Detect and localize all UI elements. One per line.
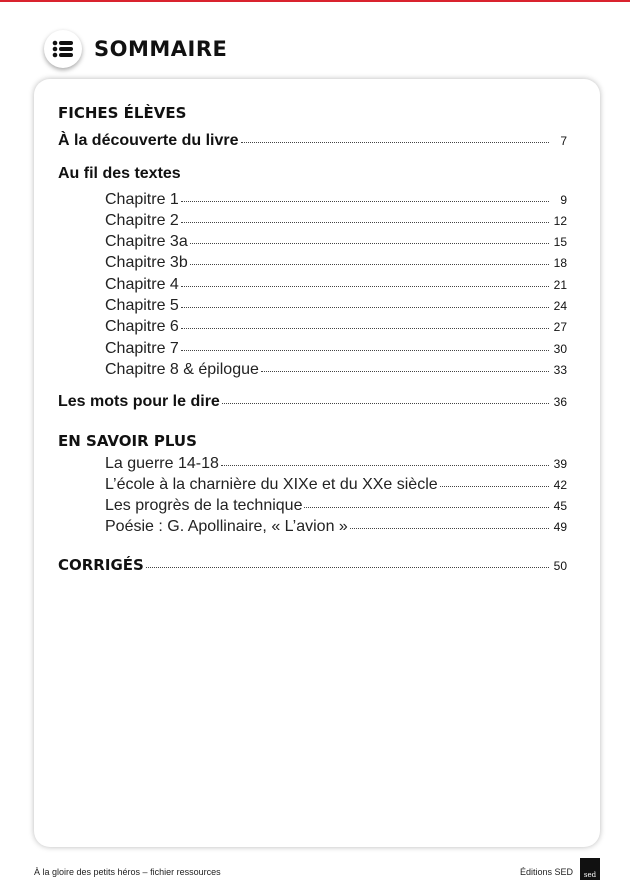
- toc-page: 24: [553, 299, 567, 313]
- toc-page: 15: [553, 235, 567, 249]
- dot-leader: [181, 307, 549, 308]
- toc-entry-chapitre-3a[interactable]: [105, 233, 567, 251]
- dot-leader: [181, 350, 549, 351]
- toc-entry-guerre[interactable]: [105, 455, 567, 473]
- toc-label: Chapitre 4: [105, 276, 179, 293]
- toc-page: 18: [553, 256, 567, 270]
- header: [44, 30, 227, 68]
- toc-page: 9: [560, 193, 567, 207]
- dot-leader: [241, 142, 549, 143]
- toc-label: Poésie : G. Apollinaire, « L’avion »: [105, 518, 348, 535]
- toc-label: À la découverte du livre: [58, 132, 239, 149]
- toc-page: 49: [553, 520, 567, 534]
- toc-entry-chapitre-5[interactable]: [105, 297, 567, 315]
- toc-entry-decouverte[interactable]: [58, 132, 567, 150]
- dot-leader: [181, 286, 549, 287]
- page-title: SOMMAIRE: [94, 37, 228, 61]
- toc-label: L’école à la charnière du XIXe et du XXe siècle: [105, 476, 438, 493]
- dot-leader: [304, 507, 549, 508]
- toc-label: Les progrès de la technique: [105, 497, 303, 514]
- toc-label: Chapitre 8 & épilogue: [105, 361, 259, 378]
- dot-leader: [221, 465, 549, 466]
- dot-leader: [222, 403, 549, 404]
- toc-entry-chapitre-2[interactable]: [105, 212, 567, 230]
- toc-entry-chapitre-1[interactable]: [105, 191, 567, 209]
- toc-label: Chapitre 2: [105, 212, 179, 229]
- dot-leader: [350, 528, 549, 529]
- toc-label: CORRIGÉS: [58, 556, 144, 574]
- dot-leader: [146, 567, 549, 568]
- toc-page: 45: [553, 499, 567, 513]
- dot-leader: [190, 264, 549, 265]
- section-title-fiches: FICHES ÉLÈVES: [58, 104, 187, 122]
- toc-page: 30: [553, 342, 567, 356]
- toc-label: Chapitre 6: [105, 318, 179, 335]
- toc-entry-progres[interactable]: [105, 497, 567, 515]
- dot-leader: [181, 328, 549, 329]
- toc-page: 39: [553, 457, 567, 471]
- toc-label: Les mots pour le dire: [58, 393, 220, 410]
- publisher-logo-text: sed: [583, 871, 597, 879]
- subsection-label: Au fil des textes: [58, 165, 181, 182]
- toc-entry-chapitre-3b[interactable]: [105, 254, 567, 272]
- toc-page: 36: [553, 395, 567, 409]
- toc-page: 50: [553, 559, 567, 573]
- toc-page: 12: [553, 214, 567, 228]
- toc-entry-corriges[interactable]: [58, 556, 567, 574]
- dot-leader: [190, 243, 549, 244]
- toc-label: Chapitre 3a: [105, 233, 188, 250]
- footer-publisher: Éditions SED: [520, 867, 574, 877]
- toc-entry-chapitre-8[interactable]: [105, 361, 567, 379]
- dot-leader: [261, 371, 549, 372]
- toc-page: 7: [560, 134, 567, 148]
- toc-label: La guerre 14-18: [105, 455, 219, 472]
- toc-page: 42: [553, 478, 567, 492]
- top-rule: [0, 0, 630, 2]
- footer-book-title: À la gloire des petits héros – fichier ressources: [34, 867, 221, 877]
- toc-label: Chapitre 3b: [105, 254, 188, 271]
- toc-entry-poesie[interactable]: [105, 518, 567, 536]
- toc-entry-chapitre-4[interactable]: [105, 276, 567, 294]
- toc-page: 21: [553, 278, 567, 292]
- list-icon[interactable]: [44, 30, 82, 68]
- toc-page: 27: [553, 320, 567, 334]
- toc-entry-mots[interactable]: [58, 393, 567, 411]
- toc-entry-ecole[interactable]: [105, 476, 567, 494]
- section-title-savoir: EN SAVOIR PLUS: [58, 432, 197, 450]
- toc-label: Chapitre 5: [105, 297, 179, 314]
- toc-label: Chapitre 1: [105, 191, 179, 208]
- dot-leader: [181, 222, 549, 223]
- dot-leader: [440, 486, 549, 487]
- toc-entry-chapitre-6[interactable]: [105, 318, 567, 336]
- toc-label: Chapitre 7: [105, 340, 179, 357]
- dot-leader: [181, 201, 549, 202]
- subsection-title-fil: [58, 165, 567, 183]
- toc-entry-chapitre-7[interactable]: [105, 340, 567, 358]
- publisher-logo: [580, 858, 600, 880]
- toc-page: 33: [553, 363, 567, 377]
